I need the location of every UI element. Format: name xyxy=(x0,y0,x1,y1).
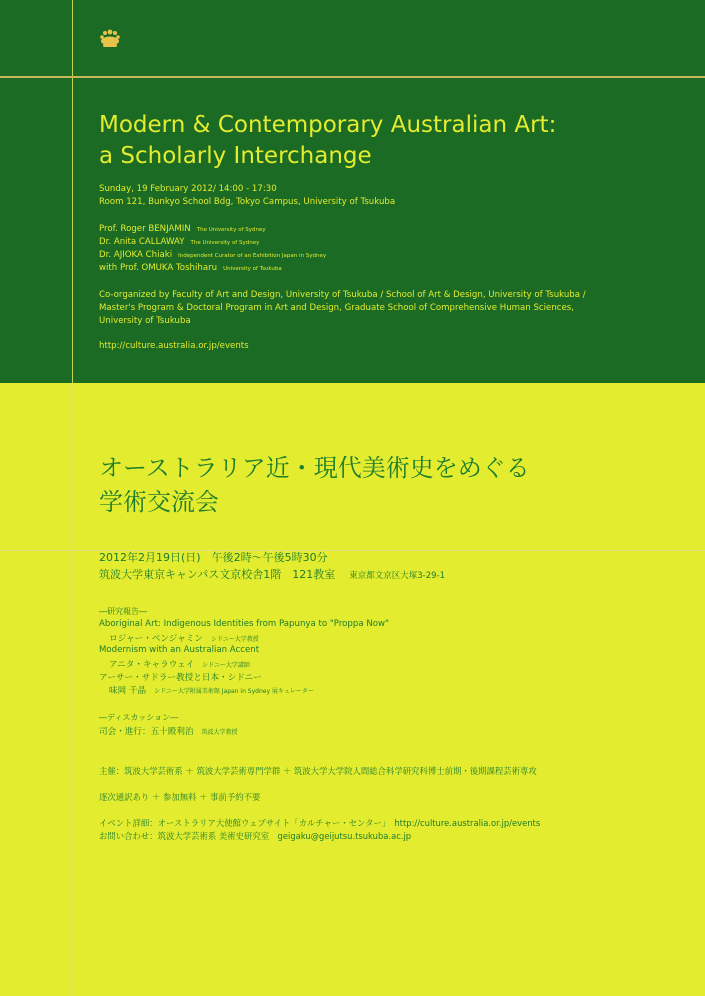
speaker-affiliation: Independent Curator of an Exhibition Japan in Sydney xyxy=(178,253,327,259)
event-url: http://culture.australia.or.jp/events xyxy=(99,341,249,351)
japanese-title xyxy=(99,451,530,519)
organizers: 主催：筑波大学芸術系 ＋ 筑波大学芸術専門学群 ＋ 筑波大学大学院人間総合科学研究科博士前期・後期課程芸術専攻 xyxy=(99,766,537,776)
paulownia-crest-icon xyxy=(98,28,122,50)
moderator-affiliation: 筑波大学教授 xyxy=(201,729,238,736)
speaker-name: Dr. Anita CALLAWAY xyxy=(99,237,185,247)
talk-title: アーサー・サドラー教授と日本・シドニー xyxy=(99,673,262,683)
speaker-row xyxy=(99,249,326,263)
talk-title: Aboriginal Art: Indigenous Identities from Papunya to "Proppa Now" xyxy=(99,619,390,629)
english-title xyxy=(99,110,556,172)
info-contact: お問い合わせ：筑波大学芸術系 美術史研究室 geigaku@geijutsu.tsukuba.ac.jp xyxy=(99,831,412,841)
talk-title: Modernism with an Australian Accent xyxy=(99,645,260,655)
speaker-row xyxy=(99,223,266,237)
coorganizers-line: University of Tsukuba xyxy=(99,316,191,326)
speaker-row xyxy=(99,658,250,670)
date-time: Sunday, 19 February 2012/ 14:00 - 17:30 xyxy=(99,184,277,194)
speaker-affiliation: The University of Sydney xyxy=(196,227,266,233)
jp-address: 東京都文京区大塚3-29-1 xyxy=(349,571,446,581)
info-event: イベント詳細：オーストラリア大使館ウェブサイト「カルチャー・センター」 http://culture.australia.or.jp/events xyxy=(99,818,541,828)
speaker-name: Prof. Roger BENJAMIN xyxy=(99,224,191,234)
jp-venue-row xyxy=(99,566,445,582)
speaker-name: 味岡 千晶 xyxy=(109,686,147,696)
speaker-row xyxy=(99,236,259,250)
speaker-name: アニタ・キャラウェイ xyxy=(109,660,195,670)
coorganizers-line: Co-organized by Faculty of Art and Design, University of Tsukuba / School of Art & Design, University of Tsukuba / xyxy=(99,290,586,300)
speaker-affiliation: シドニー大学講師 xyxy=(202,662,250,669)
discussion-header: ―ディスカッション― xyxy=(99,713,179,722)
speaker-name: Dr. AJIOKA Chiaki xyxy=(99,250,173,260)
speaker-affiliation: シドニー大学教授 xyxy=(210,636,259,643)
speaker-row xyxy=(99,632,259,644)
japanese-title-line2: 学術交流会 xyxy=(99,488,219,516)
speaker-affiliation: シドニー大学附属美術館 Japan in Sydney 展キュレーター xyxy=(154,688,314,695)
moderator-name: 司会・進行：五十殿利治 xyxy=(99,727,194,737)
speaker-name: ロジャー・ベンジャミン xyxy=(109,634,203,644)
report-header: ―研究報告― xyxy=(99,607,147,616)
speaker-row xyxy=(99,262,282,276)
horizontal-rule xyxy=(0,76,705,78)
coorganizers-line: Master's Program & Doctoral Program in Art and Design, Graduate School of Comprehensive Human Sciences, xyxy=(99,303,574,313)
venue: Room 121, Bunkyo School Bdg, Tokyo Campus, University of Tsukuba xyxy=(99,197,396,207)
jp-date: 2012年2月19日(日) 午後2時～午後5時30分 xyxy=(99,551,328,564)
speaker-name: with Prof. OMUKA Toshiharu xyxy=(99,263,218,273)
moderator-row xyxy=(99,725,238,737)
speaker-row xyxy=(99,684,314,696)
speaker-affiliation: The University of Sydney xyxy=(190,240,260,246)
jp-venue: 筑波大学東京キャンパス文京校舎1階 121教室 xyxy=(99,568,336,581)
speaker-affiliation: University of Tsukuba xyxy=(223,266,282,272)
english-title-line2: a Scholarly Interchange xyxy=(99,143,372,169)
english-title-line1: Modern & Contemporary Australian Art: xyxy=(99,112,557,138)
vertical-rule xyxy=(72,0,73,996)
notes: 逐次通訳あり ＋ 参加無料 ＋ 事前予約不要 xyxy=(99,792,261,802)
japanese-title-line1: オーストラリア近・現代美術史をめぐる xyxy=(99,454,530,482)
